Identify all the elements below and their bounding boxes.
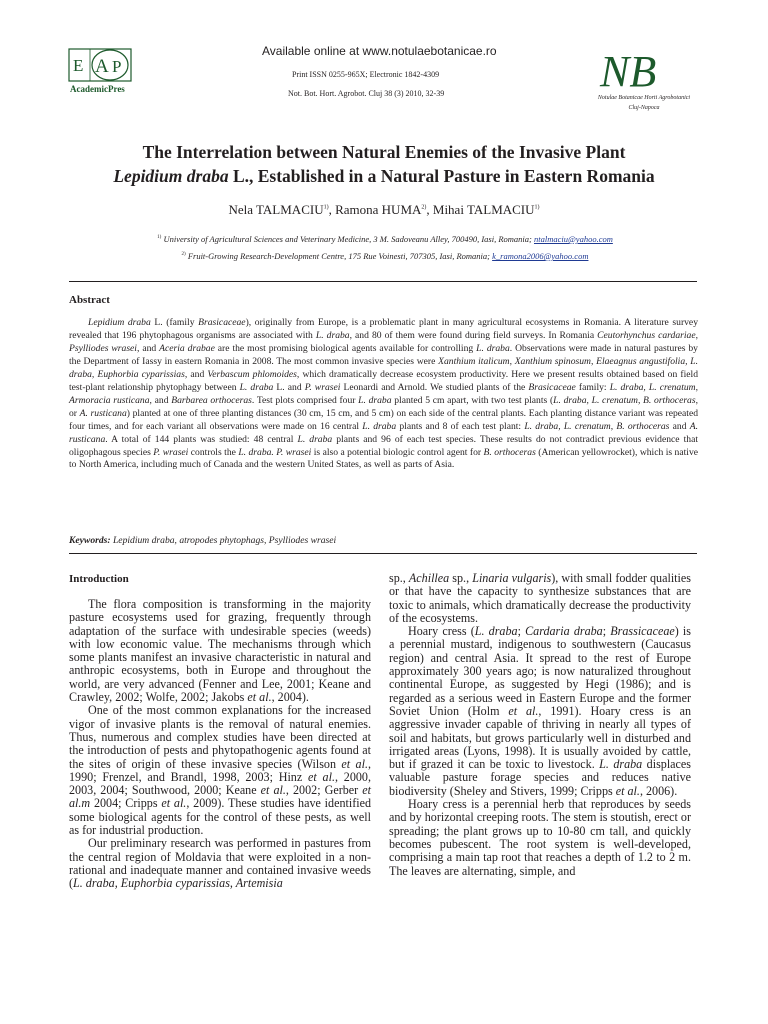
- svg-text:P: P: [112, 57, 122, 76]
- publisher-name: AcademicPres: [70, 84, 125, 94]
- introduction-heading: Introduction: [69, 573, 129, 585]
- affiliation-1: $^{1)}$ University of Agricultural Sciences and Veterinary Medicine, 3 M. Sadoveanu Alley, 700490, Iasi, Romania; ntalmaciu@yahoo.com: [157, 234, 613, 244]
- abstract-body: Lepidium draba L. (family Brasicaceae), originally from Europe, is a problematic plant in many agricultural ecosystems in Romania. A literature survey revealed that 196 phytophagous organisms are associated with L. draba, and 80 of them were found during field surveys. In Romania Ceutorhynchus cardariae, Psylliodes wrasei, and Aceria drabae are the most promising biological agents available for controlling L. draba. Observations were made in natural pastures by the Department of Iassy in eastern Romania in 2008. The most common invasive species were Xanthium italicum, Xanthium spinosum, Elaeagnus angustifolia, L. draba, Euphorbia cyparissias, and Verbascum phlomoides, which dramatically decrease ecosystem productivity. Here we present results obtained based on field test-plant relationship phytophagy between L. draba L. and P. wrasei Leonardi and Arnold. We studied plants of the Brasicaceae family: L. draba, L. crenatum, Armoracia rusticana, and Barbarea orthoceras. Test plots comprised four L. draba planted 5 cm apart, with two test plants (L. draba, L. crenatum, B. orthoceras, or A. rusticana) planted at one of three planting distances (30 cm, 15 cm, and 5 cm) on each side of the central plants. Each planting distance variant was repeated four times, and for each variant all observations were made on 16 central L. draba plants and 8 of each test plant: L. draba, L. crenatum, B. orthoceras and A. rusticana. A total of 144 plants was studied: 48 central L. draba plants and 96 of each test species. These results do not contradict previous evidence that oligophagous species P. wrasei controls the L. draba. P. wrasei is also a potential biologic control agent for B. orthoceras (American yellowrocket), which is native to North America, including much of Canada and the western United States, as well as parts of Asia.: [69, 317, 699, 471]
- journal-logo: [594, 44, 664, 94]
- svg-text:NB: NB: [600, 47, 657, 94]
- abstract-heading: Abstract: [69, 294, 110, 306]
- divider-bottom: [69, 553, 697, 554]
- divider-top: [69, 281, 697, 282]
- svg-text:A: A: [95, 56, 109, 77]
- email-link-1[interactable]: ntalmaciu@yahoo.com: [533, 234, 613, 244]
- academicpres-logo: [68, 48, 132, 82]
- authors: Nela TALMACIU$^{1)}$, Ramona HUMA$^{2)}$, Mihai TALMACIU$^{1)}$: [228, 202, 540, 217]
- right-column: sp., Achillea sp., Linaria vulgaris), with small fodder qualities or that have the capacity to synthesize substances that are toxic to animals, which dramatically decrease the productivity of the ecosystems. Hoary cress (L. draba; Cardaria draba; Brassicaceae) is a perennial mustard, indigenous to southwestern (Caucasus region) and central Asia. It spread to the rest of Europe approximately 300 years ago; is now naturalized throughout continental Europe, as suggested by Hegi (1986); and is regarded as a serious weed in Eastern Europe and the former Soviet Union (Holm et al., 1991). Hoary cress is an aggressive invader capable of thriving in nearly all types of soil and habitats, but grows particularly well in disturbed and irrigated areas (Lyons, 1998). It is usually avoided by cattle, but if grazed it can be toxic to livestock. L. draba displaces valuable pasture forage species and reduces native biodiversity (Sheley and Stivers, 1999; Cripps et al., 2006). Hoary cress is a perennial herb that reproduces by seeds and by horizontal creeping roots. The stem is stoutish, erect or spreading; the plant grows up to 10-80 cm tall, and quickly becomes pubescent. The root system is well-developed, comprising a main tap root that reaches a depth of 1.2 to 2 m. The leaves are alternating, simple, and: [389, 571, 692, 878]
- svg-text:E: E: [73, 56, 84, 75]
- keywords: Keywords: Lepidium draba, atropodes phytophags, Psylliodes wrasei: [69, 535, 337, 546]
- available-online[interactable]: Available online at www.notulaebotanicae.ro: [262, 44, 497, 58]
- issn: Print ISSN 0255-965X; Electronic 1842-4309: [292, 70, 440, 79]
- journal-caption: Notulae Botanicae Horti Agrobotanici Cluj-Napoca: [597, 95, 691, 111]
- left-column: The flora composition is transforming in the majority pasture ecosystems used for grazing, frequently through adaptation of the surface with undesirable species (weeds) with low economic value. The mechanisms through which some plants manifest an invasive characteristic in natural and anthropic ecosystems, both in Europe and throughout the world, are very advanced (Fenner and Lee, 2001; Keane and Crawley, 2002; Wolfe, 2002; Jakobs et al., 2004). One of the most common explanations for the increased vigor of invasive plants is the removal of natural enemies. Thus, numerous and complex studies have been directed at the introduction of pests and phytopathogenic agents found at the sites of origin of these invasive species (Wilson et al., 1990; Frenzel, and Brandl, 1998, 2003; Hinz et al., 2000, 2003, 2004; Southwood, 2000; Keane et al., 2002; Gerber et al.m 2004; Cripps et al., 2009). These studies have identified some biological agents for the control of these pests, as well as for industrial production. Our preliminary research was performed in pastures from the central region of Moldavia that were exploited in a non-rational and inadequate manner and contained invasive weeds (L. draba, Euphorbia cyparissias, Artemisia: [69, 597, 372, 891]
- affiliation-2: $^{2)}$ Fruit-Growing Research-Development Centre, 175 Rue Voinesti, 707305, Iasi, Romania; k_ramona2006@yahoo.com: [181, 251, 589, 261]
- citation: Not. Bot. Hort. Agrobot. Cluj 38 (3) 2010, 32-39: [288, 89, 445, 98]
- email-link-2[interactable]: k_ramona2006@yahoo.com: [492, 251, 589, 261]
- paper-title: The Interrelation between Natural Enemies of the Invasive Plant Lepidium draba L., Established in a Natural Pasture in Eastern Romania: [113, 142, 655, 186]
